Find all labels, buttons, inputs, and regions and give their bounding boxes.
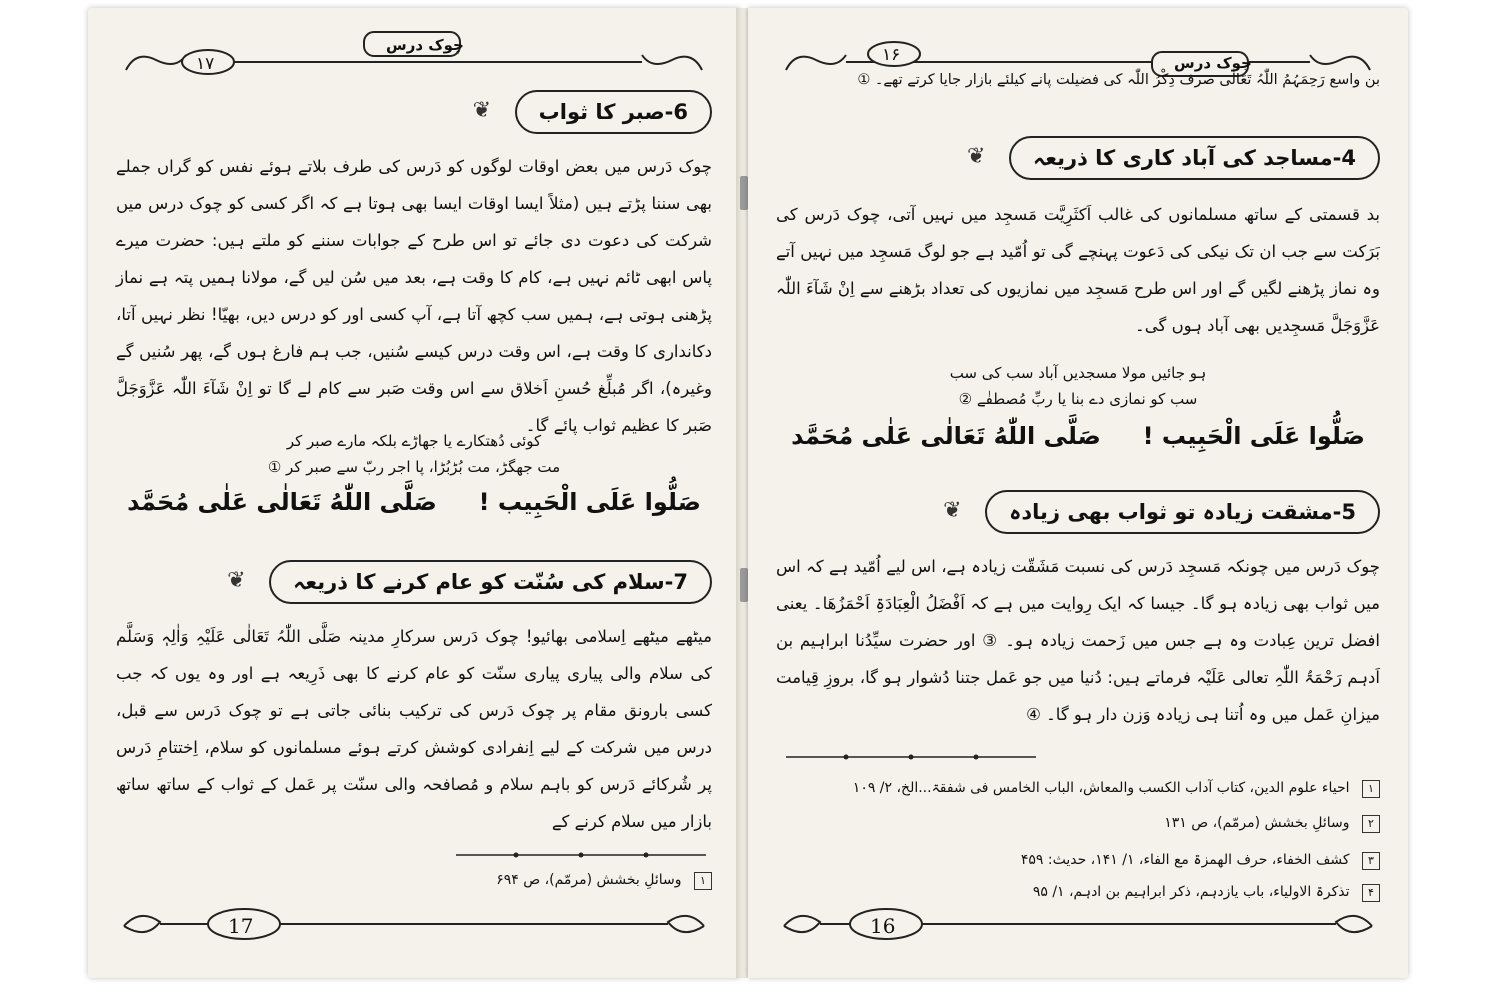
page-17 bbox=[88, 8, 740, 978]
footer-ornament bbox=[776, 904, 1380, 948]
verse-line: مت جھگڑ، مت بُڑبُڑا، پا اجر ربّ سے صبر کر ① bbox=[267, 458, 561, 476]
verse-line: ہو جائیں مولا مسجدیں آباد سب کی سب bbox=[949, 364, 1207, 382]
heading-text: 7-سلام کی سُنّت کو عام کرنے کا ذریعہ bbox=[293, 570, 688, 594]
staple bbox=[740, 176, 748, 210]
footnote-number: ۴ bbox=[1362, 884, 1380, 902]
flourish-icon: ❦ bbox=[966, 144, 986, 169]
continuation-line: بن واسع رَحِمَہُمُ اللّٰہُ تَعَالٰی صرف ذِکْرُ اللّٰہ کی فضیلت پانے کیلئے بازار جایا کرتے تھے۔ ① bbox=[857, 72, 1380, 88]
verse-line: سب کو نمازی دے بنا یا ربِّ مُصطفٰے ② bbox=[958, 390, 1198, 408]
footnote-number: ۱ bbox=[694, 872, 712, 890]
page-16 bbox=[748, 8, 1408, 978]
page-header bbox=[116, 30, 712, 80]
page-footer bbox=[776, 904, 1380, 948]
section-heading-7 bbox=[227, 560, 712, 604]
footnote bbox=[776, 778, 1380, 798]
open-booklet bbox=[88, 8, 1428, 988]
section-heading-5 bbox=[943, 490, 1380, 534]
footnote-text: وسائلِ بخشش (مرمّم)، ص ۶۹۴ bbox=[496, 872, 682, 888]
staple bbox=[740, 568, 748, 602]
running-title: چوک درس bbox=[386, 36, 464, 54]
footnote-divider bbox=[456, 850, 706, 860]
salat-left: صَلُّوا عَلَى الْحَبِيب ! bbox=[1142, 422, 1365, 450]
salat-right: صَلَّى اللّٰهُ تَعَالٰى عَلٰى مُحَمَّد bbox=[791, 422, 1101, 450]
footnote bbox=[776, 850, 1380, 870]
section-heading-6 bbox=[472, 90, 712, 134]
flourish-icon: ❦ bbox=[472, 98, 492, 123]
salat-right: صَلَّى اللّٰهُ تَعَالٰى عَلٰى مُحَمَّد bbox=[127, 488, 437, 516]
footnote bbox=[116, 870, 712, 890]
running-title: چوک درس bbox=[1174, 54, 1252, 72]
salat-line bbox=[116, 488, 712, 516]
footnote-number: ۲ bbox=[1362, 815, 1380, 833]
flourish-icon: ❦ bbox=[227, 568, 246, 593]
footer-ornament bbox=[116, 904, 712, 948]
heading-text: 5-مشقت زیادہ تو ثواب بھی زیادہ bbox=[1009, 500, 1356, 524]
salat-left: صَلُّوا عَلَى الْحَبِيب ! bbox=[478, 488, 701, 516]
section-heading-4 bbox=[966, 136, 1380, 180]
footnote-text: کشف الخفاء، حرف الھمزۃ مع الفاء، ۱/ ۱۴۱، حدیث: ۴۵۹ bbox=[1020, 852, 1350, 868]
section-5-body: چوک دَرس میں چونکہ مَسجِد دَرس کی نسبت مَشَقّت زیادہ ہے، اس لیے اُمّید ہے کہ اس میں ثواب بھی زیادہ ہو گا۔ جیسا کہ ایک رِوایت میں ہے کہ اَفْضَلُ الْعِبَادَۃِ اَحْمَزُھَا۔ یعنی افضل ترین عِبادت وہ ہے جس میں زَحمت زیادہ ہو۔ ③ اور حضرت سیِّدُنا ابراہیم بن اَدہم رَحْمَۃُ اللّٰہِ تعالی عَلَیْہ فرماتے ہیں: دُنیا میں جو عَمل جتنا دُشوار ہو گا، بروزِ قِیامت میزانِ عَمل میں وہ اُتنا ہی زیادہ وَزن دار ہو گا۔ ④ bbox=[776, 557, 1380, 724]
footer-page-number: 17 bbox=[228, 914, 254, 938]
salat-line bbox=[776, 422, 1380, 450]
footer-page-number: 16 bbox=[870, 914, 896, 938]
footnote-number: ۳ bbox=[1362, 852, 1380, 870]
heading-text: 6-صبر کا ثواب bbox=[538, 100, 688, 124]
footnote-text: تذکرۃ الاولیاء، باب یازدہم، ذکر ابراہیم بن ادہم، ۱/ ۹۵ bbox=[1032, 884, 1350, 900]
section-4-body: بد قسمتی کے ساتھ مسلمانوں کی غالب اَکثَرِیَّت مَسجِد میں نہیں آتی، چوک دَرس کی بَرَکت سے جب ان تک نیکی کی دَعوت پہنچے گی تو اُمّید ہے جو لوگ مَسجِد میں نہیں آتے وہ نماز پڑھنے لگیں گے اور اس طرح مَسجِد میں نمازیوں کی تعداد بڑھنے سے اِنْ شَآءَ اللّٰہ عَزَّوَجَلَّ مَسجِدیں بھی آباد ہوں گی۔ bbox=[776, 205, 1380, 335]
footnote bbox=[776, 882, 1380, 902]
section-6-body: چوک دَرس میں بعض اوقات لوگوں کو دَرس کی طرف بلاتے ہوئے نفس کو گراں جملے بھی سننا پڑتے ہیں (مثلاً ایسا اوقات ایسا بھی ہوتا ہے کہ اگر کسی کو چوک درس میں شرکت کی دعوت دی جائے تو اس طرح کے جوابات سننے کو ملتے ہیں: حضرت میرے پاس ابھی ٹائم نہیں ہے، کام کا وقت ہے، بعد میں سُن لیں گے، مولانا ہمیں پتہ ہے نماز پڑھنی ہوتی ہے، ہمیں سب کچھ آتا ہے، آپ کسی اور کو درس دیں، بھیّا! نظر نہیں آتا، دکانداری کا وقت ہے، اس وقت درس کیسے سُنیں، جب ہم فارغ ہوں گے، پھر سُنیں گے وغیرہ)، اگر مُبلِّغ حُسنِ اَخلاق سے اس وقت صَبر سے کام لے گا تو اِنْ شَآءَ اللّٰہ عَزَّوَجَلَّ صَبر کا عظیم ثواب پائے گا۔ bbox=[116, 157, 712, 435]
header-page-number: ۱۶ bbox=[882, 45, 901, 65]
footnote-divider bbox=[786, 752, 1036, 762]
footnote-number: ۱ bbox=[1362, 780, 1380, 798]
verse-block bbox=[776, 360, 1380, 412]
verse-line: کوئی دُھتکارے یا جھاڑے بلکہ مارے صبر کر bbox=[286, 432, 542, 450]
footnote bbox=[776, 813, 1380, 833]
flourish-icon: ❦ bbox=[943, 498, 962, 523]
footnote-text: احیاء علوم الدین، کتاب آداب الکسب والمعاش، الباب الخامس فی شفقۃ...الخ، ۲/ ۱۰۹ bbox=[852, 780, 1350, 796]
section-7-body: میٹھے میٹھے اِسلامی بھائیو! چوک دَرس سرکارِ مدینہ صَلَّی اللّٰہُ تَعَالٰی عَلَیْہِ وَاٰلِہٖ وَسَلَّم کی سلام والی پیاری پیاری سنّت کو عام کرنے کا بھی ذَرِیعہ ہے اور وہ یوں کہ جب کسی بارونق مقام پر چوک دَرس کی ترکیب بنائی جاتی ہے تو چوک دَرس سے قبل، درس میں شرکت کے لیے اِنفرادی کوشش کرتے ہوئے مسلمانوں کو سلام، اِختتامِ دَرس پر شُرکائے دَرس کو باہم سلام و مُصافحہ والی سنّت پر عَمل کے ثواب کے ساتھ ساتھ بازار میں سلام کرنے کے bbox=[116, 627, 712, 831]
verse-block bbox=[116, 428, 712, 480]
header-page-number: ۱۷ bbox=[196, 54, 215, 74]
page-footer bbox=[116, 904, 712, 948]
footnote-text: وسائلِ بخشش (مرمّم)، ص ۱۳۱ bbox=[1164, 815, 1350, 831]
heading-text: 4-مساجد کی آباد کاری کا ذریعہ bbox=[1032, 146, 1356, 170]
